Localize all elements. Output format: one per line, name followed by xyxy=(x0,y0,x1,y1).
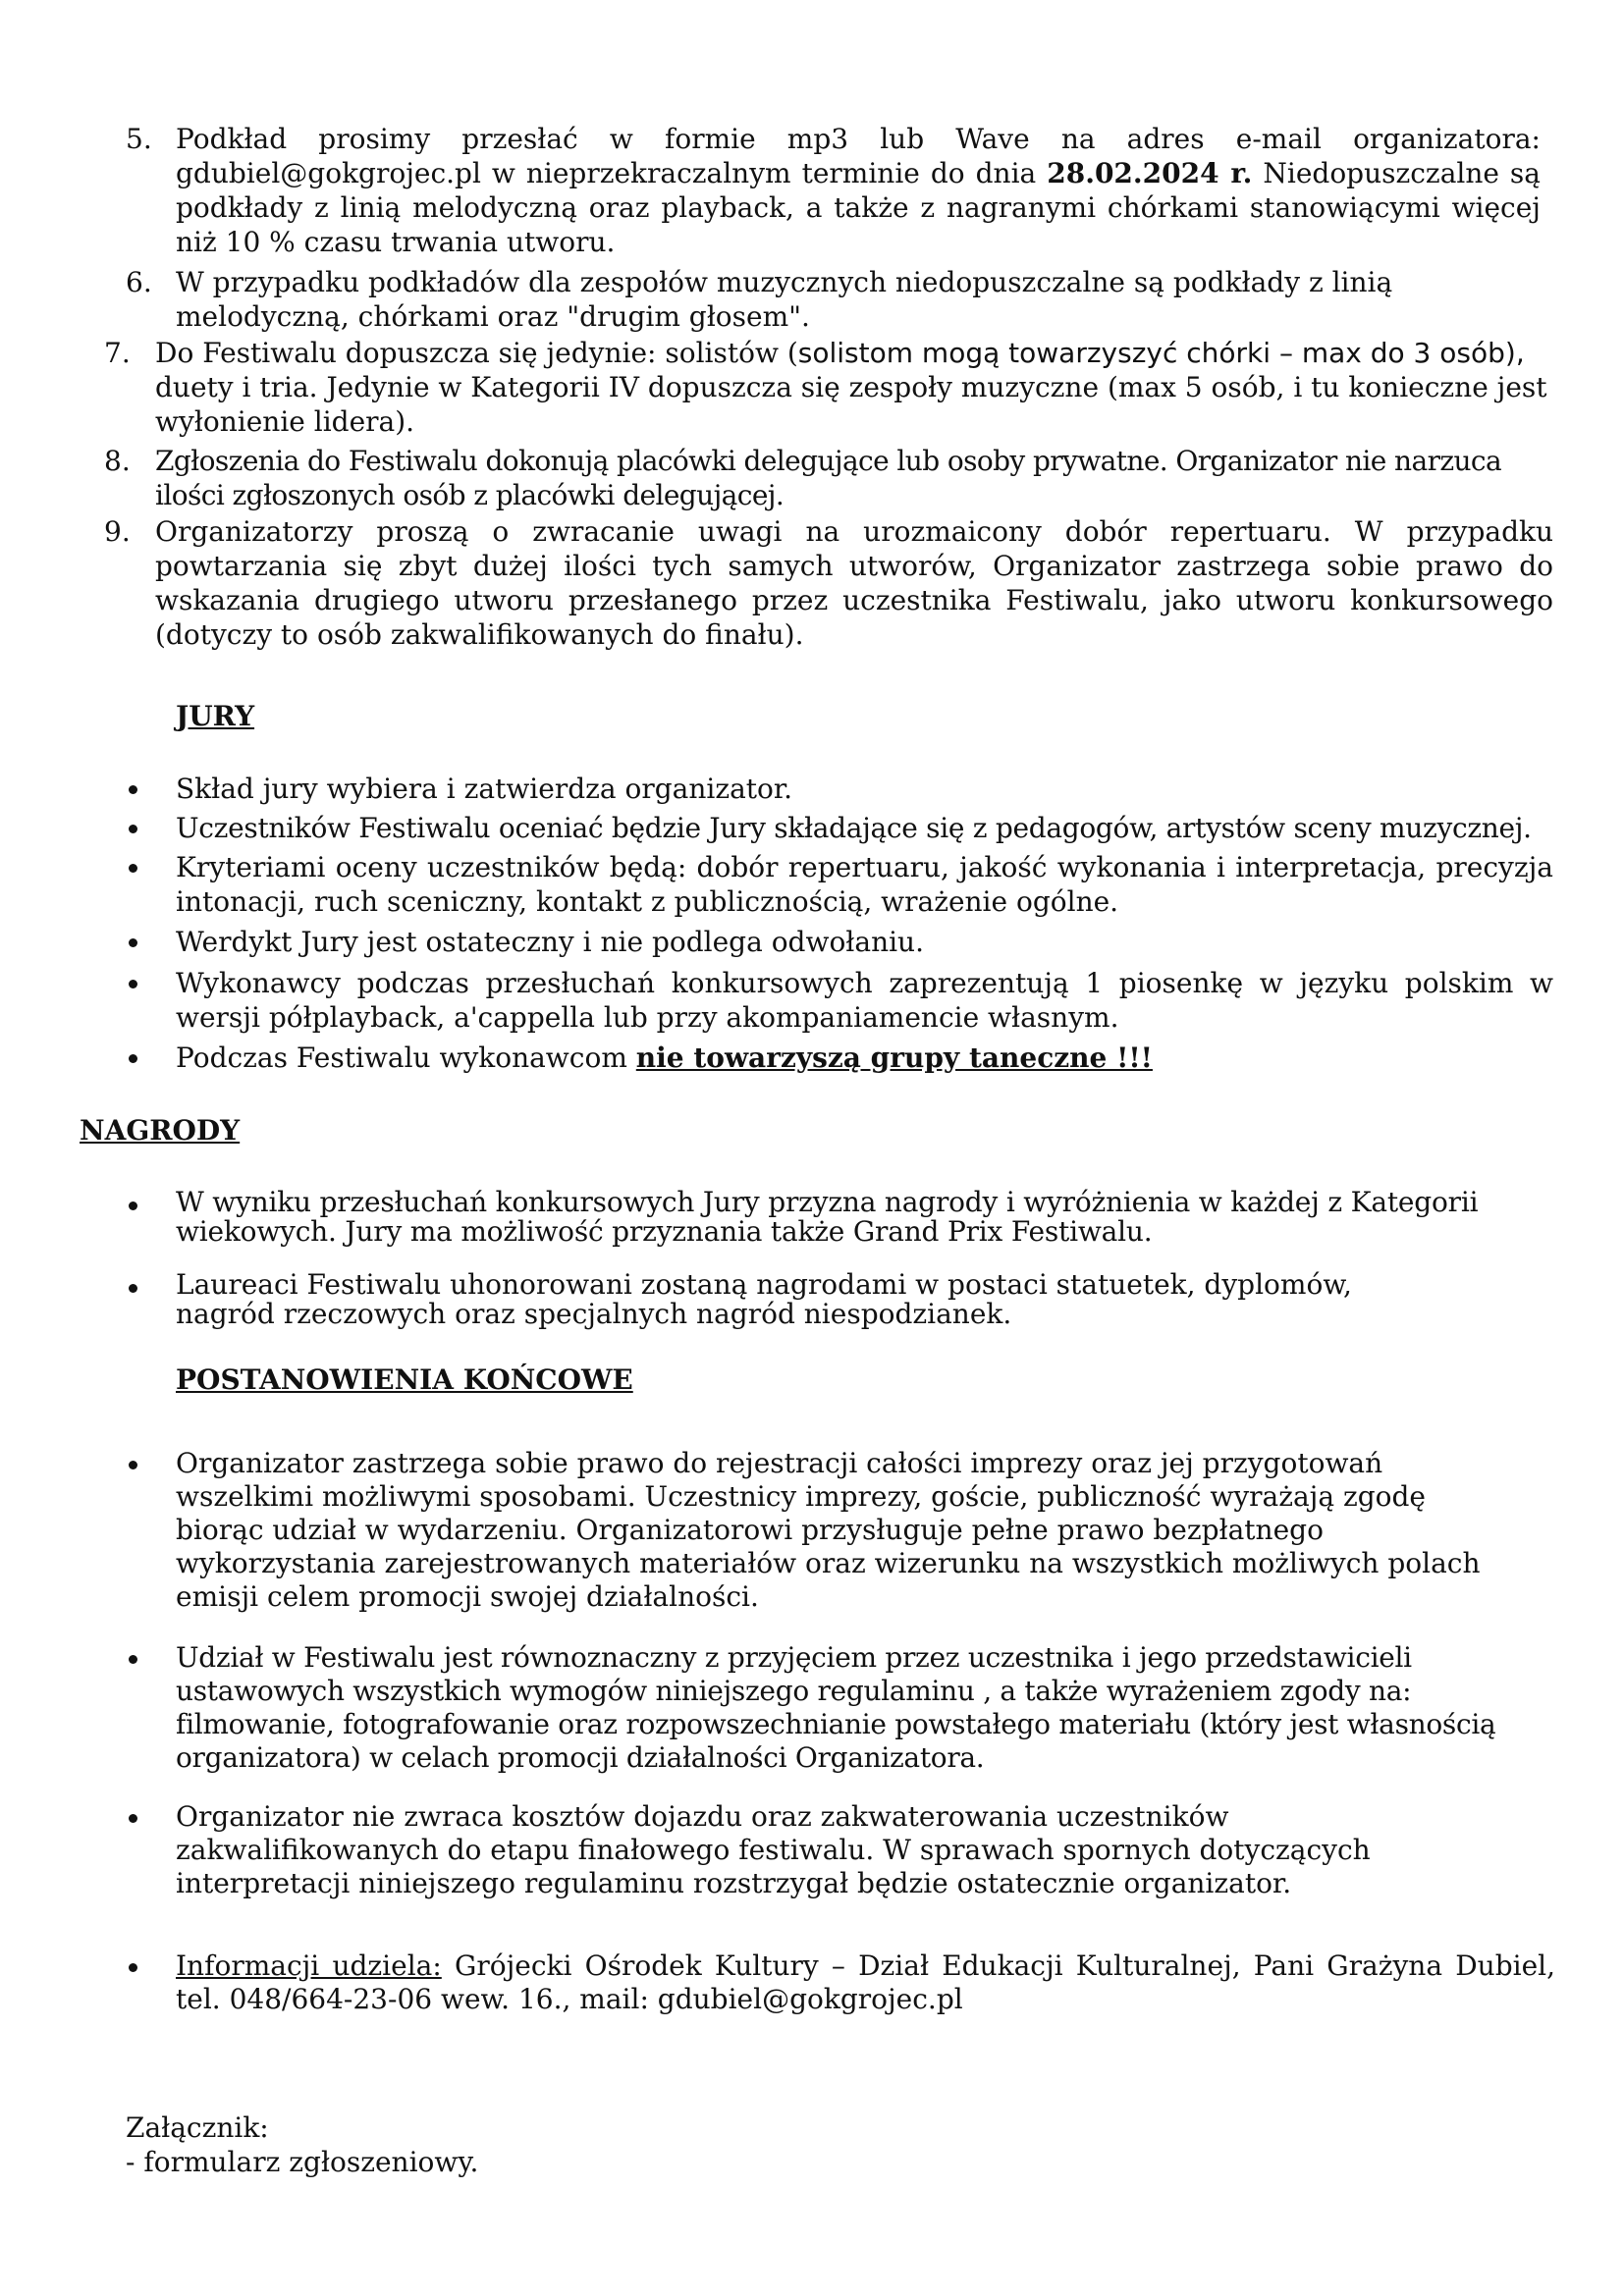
item-text: Zgłoszenia do Festiwalu dokonują placówki delegujące lub osoby prywatne. Organizator nie narzuca ilości zgłoszonych osób z placówki delegującej. xyxy=(155,445,1502,511)
item-text: Podkład prosimy przesłać w formie mp3 lub Wave na adres e-mail organizatora: gdubiel@gokgrojec.pl w nieprzekraczalnym terminie do dnia 28.02.2024 r. Niedopuszczalne są podkłady z linią melodyczną oraz playback, a także z nagranymi chórkami stanowiącymi więcej niż 10 % czasu trwania utworu. xyxy=(176,123,1541,258)
bullet-icon xyxy=(129,1054,137,1063)
bullet-icon xyxy=(129,864,137,873)
list-item: Laureaci Festiwalu uhonorowani zostaną nagrodami w postaci statuetek, dyplomów, nagród rzeczowych oraz specjalnych nagród niespodzianek. xyxy=(0,1270,1624,1339)
item-number: 5. xyxy=(126,123,152,155)
numbered-item-5 xyxy=(0,122,1624,259)
list-item-contact: Informacji udziela: Grójecki Ośrodek Kultury – Dział Edukacji Kulturalnej, Pani Grażyna Dubiel, tel. 048/664-23-06 wew. 16., mail: gdubiel@gokgrojec.pl xyxy=(0,1949,1624,2018)
list-item: Kryteriami oceny uczestników będą: dobór repertuaru, jakość wykonania i interpretacja, precyzja intonacji, ruch sceniczny, kontakt z publicznością, wrażenie ogólne. xyxy=(0,850,1624,919)
list-item: Organizator zastrzega sobie prawo do rejestracji całości imprezy oraz jej przygotowań wszelkimi możliwymi sposobami. Uczestnicy imprezy, goście, publiczność wyrażają zgodę biorąc udział w wydarzeniu. Organizatorowi przysługuje pełne prawo bezpłatnego wykorzystania zarejestrowanych materiałów oraz wizerunku na wszystkich możliwych polach emisji celem promocji swojej działalności. xyxy=(0,1447,1624,1622)
list-item: Podczas Festiwalu wykonawcom nie towarzyszą grupy taneczne !!! xyxy=(0,1041,1624,1075)
bullet-icon xyxy=(129,785,137,794)
bullet-icon xyxy=(129,1655,137,1664)
deadline-date: 28.02.2024 r. xyxy=(1047,157,1253,189)
item-text: W przypadku podkładów dla zespołów muzycznych niedopuszczalne są podkłady z linią melodyczną, chórkami oraz "drugim głosem". xyxy=(176,266,1393,333)
list-item: Organizator nie zwraca kosztów dojazdu oraz zakwaterowania uczestników zakwalifikowanych do etapu finałowego festiwalu. W sprawach spornych dotyczących interpretacji niniejszego regulaminu rozstrzygał będzie ostatecznie organizator. xyxy=(0,1800,1624,1903)
attachment-item: - formularz zgłoszeniowy. xyxy=(126,2146,479,2178)
bullet-icon xyxy=(129,1201,137,1210)
bullet-icon xyxy=(129,1284,137,1293)
bullet-icon xyxy=(129,980,137,988)
numbered-item-9 xyxy=(0,514,1624,654)
attachment-label: Załącznik: xyxy=(126,2111,269,2144)
list-item: W wyniku przesłuchań konkursowych Jury przyzna nagrody i wyróżnienia w każdej z Kategorii wiekowych. Jury ma możliwość przyznania także Grand Prix Festiwalu. xyxy=(0,1188,1624,1256)
numbered-item-6 xyxy=(0,265,1624,334)
item-number: 7. xyxy=(104,337,131,369)
numbered-item-8 xyxy=(0,444,1624,512)
list-item: Udział w Festiwalu jest równoznaczny z przyjęciem przez uczestnika i jego przedstawicieli ustawowych wszystkich wymogów niniejszego regulaminu , a także wyrażeniem zgody na: filmowanie, fotografowanie oraz rozpowszechnianie powstałego materiału (który jest własnością organizatora) w celach promocji działalności Organizatora. xyxy=(0,1641,1624,1779)
item-text: Organizatorzy proszą o zwracanie uwagi na urozmaicony dobór repertuaru. W przypadku powtarzania się zbyt dużej ilości tych samych utworów, Organizator zastrzega sobie prawo do wskazania drugiego utworu przesłanego przez uczestnika Festiwalu, jako utworu konkursowego (dotyczy to osób zakwalifikowanych do finału). xyxy=(155,515,1553,651)
item-number: 6. xyxy=(126,266,152,298)
emphasis-text: nie towarzyszą grupy taneczne !!! xyxy=(635,1041,1153,1074)
item-number: 8. xyxy=(104,445,131,477)
section-heading-postanowienia: POSTANOWIENIA KOŃCOWE xyxy=(176,1363,633,1396)
item-number: 9. xyxy=(104,515,131,548)
info-label: Informacji udziela: xyxy=(176,1949,442,1982)
bullet-icon xyxy=(129,938,137,947)
item-text: Do Festiwalu dopuszcza się jedynie: solistów (solistom mogą towarzyszyć chórki – max do 3 osób), duety i tria. Jedynie w Kategorii IV dopuszcza się zespoły muzyczne (max 5 osób, i tu konieczne jest wyłonienie lidera). xyxy=(155,337,1547,438)
list-item: Werdykt Jury jest ostateczny i nie podlega odwołaniu. xyxy=(0,925,1624,959)
list-item: Skład jury wybiera i zatwierdza organizator. xyxy=(0,772,1624,806)
bullet-icon xyxy=(129,1814,137,1823)
list-item: Uczestników Festiwalu oceniać będzie Jury składające się z pedagogów, artystów sceny muzycznej. xyxy=(0,811,1624,845)
list-item: Wykonawcy podczas przesłuchań konkursowych zaprezentują 1 piosenkę w języku polskim w wersji półplayback, a'cappella lub przy akompaniamencie własnym. xyxy=(0,966,1624,1035)
section-heading-jury: JURY xyxy=(176,700,255,732)
section-heading-nagrody: NAGRODY xyxy=(80,1114,241,1147)
bullet-icon xyxy=(129,1461,137,1469)
bullet-icon xyxy=(129,825,137,833)
numbered-item-7 xyxy=(0,336,1624,439)
bullet-icon xyxy=(129,1963,137,1972)
